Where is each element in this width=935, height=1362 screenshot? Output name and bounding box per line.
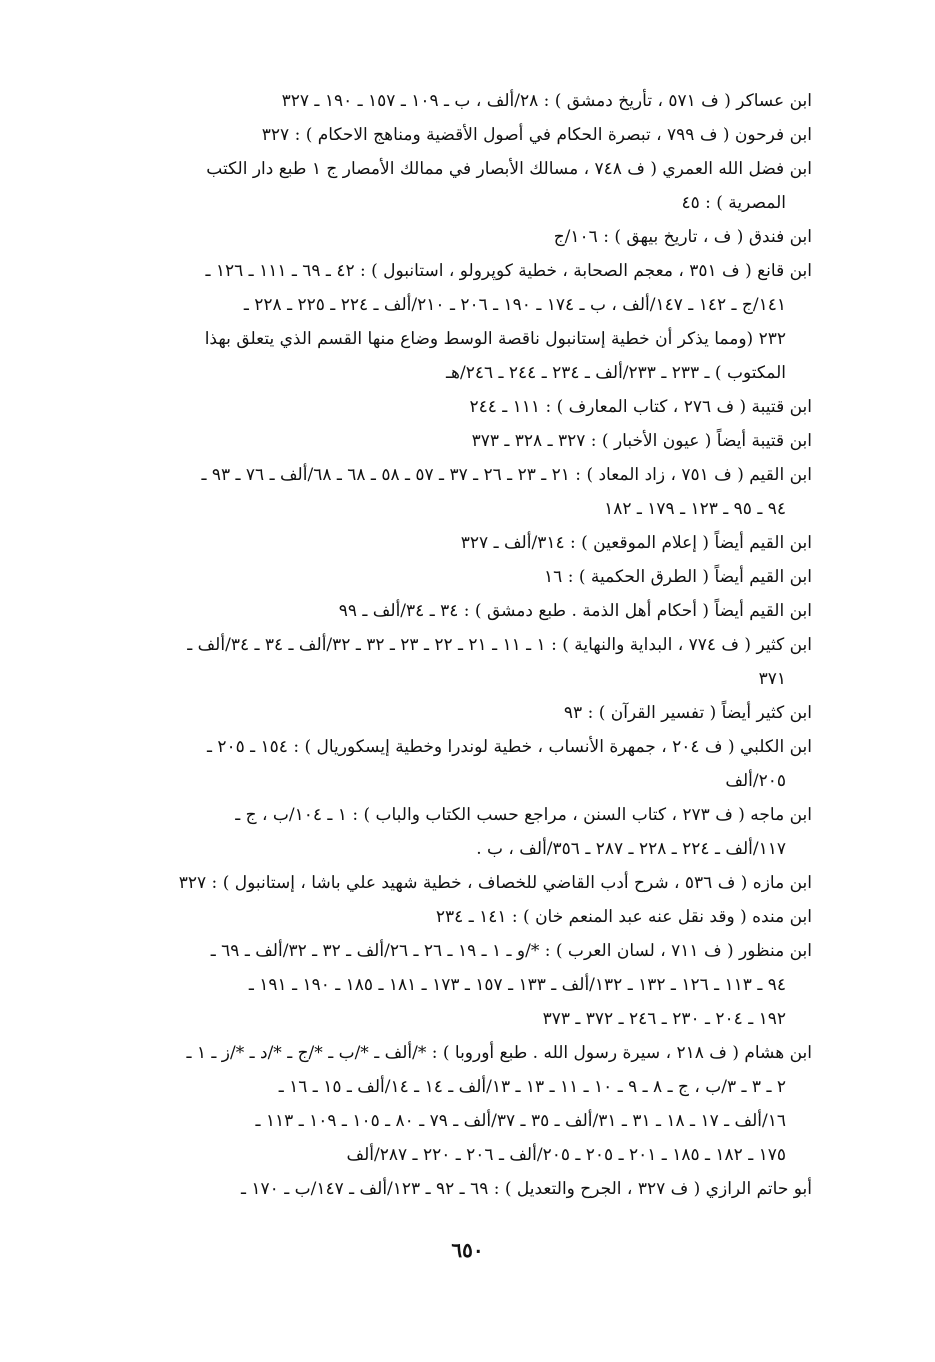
index-page-body [118,84,812,1206]
index-entry-continuation: المكتوب ) ـ ٢٣٣ ـ ٢٣٣/ألف ـ ٢٣٤ ـ ٢٤٤ ـ ٢٤٦/هـ [446,363,786,383]
index-entry: ابن هشام ( ف ٢١٨ ، سيرة رسول الله . طبع أوروبا ) : */ألف ـ */ب ـ */ج ـ */د ـ */ز ـ ١ ـ [186,1043,812,1063]
index-entry-continuation: ١٤١/ج ـ ١٤٢ ـ ١٤٧/ألف ، ب ـ ١٧٤ ـ ١٩٠ ـ ٢٠٦ ـ ٢١٠/ألف ـ ٢٢٤ ـ ٢٢٥ ـ ٢٢٨ ـ [243,295,786,315]
index-entry-continuation: ١٦/ألف ـ ١٧ ـ ١٨ ـ ٣١ ـ ٣١/ألف ـ ٣٥ ـ ٣٧/ألف ـ ٧٩ ـ ٨٠ ـ ١٠٥ ـ ١٠٩ ـ ١١٣ ـ [255,1111,786,1131]
index-entry: ابن عساكر ( ف ٥٧١ ، تأريخ دمشق ) : ٢٨/ألف ، ب ـ ١٠٩ ـ ١٥٧ ـ ١٩٠ ـ ٣٢٧ [281,91,812,111]
index-entry: ابن القيم أيضاً ( أحكام أهل الذمة . طبع دمشق ) : ٣٤ ـ ٣٤/ألف ـ ٩٩ [338,601,812,621]
index-entry-continuation: ١١٧/ألف ـ ٢٢٤ ـ ٢٢٨ ـ ٢٨٧ ـ ٣٥٦/ألف ، ب . [476,839,786,859]
index-entry-continuation: ١٩٢ ـ ٢٠٤ ـ ٢٣٠ ـ ٢٤٦ ـ ٣٧٢ ـ ٣٧٣ [542,1009,786,1029]
index-entry: ابن فرحون ( ف ٧٩٩ ، تبصرة الحكام في أصول الأقضية ومناهج الاحكام ) : ٣٢٧ [261,125,812,145]
index-entry: ابن القيم ( ف ٧٥١ ، زاد المعاد ) : ٢١ ـ ٢٣ ـ ٢٦ ـ ٣٧ ـ ٥٧ ـ ٥٨ ـ ٦٨ ـ ٦٨/ألف ـ ٧٦ ـ ٩٣ ـ [201,465,812,485]
index-entry-continuation: ٩٤ ـ ١١٣ ـ ١٢٦ ـ ١٣٢ ـ ١٣٢/ألف ـ ١٣٣ ـ ١٥٧ ـ ١٧٣ ـ ١٨١ ـ ١٨٥ ـ ١٩٠ ـ ١٩١ ـ [248,975,786,995]
index-entry: ابن قانع ( ف ٣٥١ ، معجم الصحابة ، خطية كوپرولو ، استانبول ) : ٤٢ ـ ٦٩ ـ ١١١ ـ ١٢٦ ـ [205,261,812,281]
index-entry: ابن كثير ( ف ٧٧٤ ، البداية والنهاية ) : ١ ـ ١١ ـ ٢١ ـ ٢٢ ـ ٢٣ ـ ٣٢ ـ ٣٢/ألف ـ ٣٤ ـ ٣٤/ألف ـ [187,635,812,655]
index-entry-continuation: ٩٤ ـ ٩٥ ـ ١٢٣ ـ ١٧٩ ـ ١٨٢ [604,499,786,519]
index-entry: أبو حاتم الرازي ( ف ٣٢٧ ، الجرح والتعديل ) : ٦٩ ـ ٩٢ ـ ١٢٣/ألف ـ ١٤٧/ب ـ ١٧٠ ـ [241,1179,812,1199]
index-entry: ابن قتيبة أيضاً ( عيون الأخبار ) : ٣٢٧ ـ ٣٢٨ ـ ٣٧٣ [471,431,812,451]
index-entry: ابن منظور ( ف ٧١١ ، لسان العرب ) : */و ـ ١ ـ ١٩ ـ ٢٦ ـ ٢٦/ألف ـ ٣٢ ـ ٣٢/ألف ـ ٦٩ ـ [210,941,812,961]
index-entry: ابن قتيبة ( ف ٢٧٦ ، كتاب المعارف ) : ١١١ ـ ٢٤٤ [469,397,812,417]
index-entry: ابن ماجه ( ف ٢٧٣ ، كتاب السنن ، مراجع حسب الكتاب والباب ) : ١ ـ ١٠٤/ب ، ج ـ [235,805,812,825]
index-entry: ابن منده ( وقد نقل عنه عبد المنعم خان ) : ١٤١ ـ ٢٣٤ [435,907,812,927]
index-entry: ابن فندق ( ف ، تاريخ بيهق ) : ١٠٦/ج [553,227,812,247]
page-number: ٦٥٠ [451,1238,484,1262]
index-entry-continuation: المصرية ) : ٤٥ [681,193,786,213]
index-entry-continuation: ٢٣٢ (ومما يذكر أن خطية إستانبول ناقصة الوسط وضاع منها القسم الذي يتعلق بهذا [204,329,786,349]
index-entry: ابن مازه ( ف ٥٣٦ ، شرح أدب القاضي للخصاف ، خطية شهيد علي باشا ، إستانبول ) : ٣٢٧ [178,873,812,893]
index-entry: ابن القيم أيضاً ( إعلام الموقعين ) : ٣١٤/ألف ـ ٣٢٧ [460,533,812,553]
index-entry: ابن فضل الله العمري ( ف ٧٤٨ ، مسالك الأبصار في ممالك الأمصار ج ١ طبع دار الكتب [206,159,812,179]
index-entry-continuation: ٣٧١ [758,669,786,689]
index-entry: ابن الكلبي ( ف ٢٠٤ ، جمهرة الأنساب ، خطية لوندرا وخطية إيسكوريال ) : ١٥٤ ـ ٢٠٥ ـ [206,737,812,757]
index-entry: ابن القيم أيضاً ( الطرق الحكمية ) : ١٦ [544,567,812,587]
index-entry: ابن كثير أيضاً ( تفسير القرآن ) : ٩٣ [563,703,812,723]
index-entry-continuation: ٢٠٥/ألف [725,771,786,791]
index-entry-continuation: ١٧٥ ـ ١٨٢ ـ ١٨٥ ـ ٢٠١ ـ ٢٠٥ ـ ٢٠٥/ألف ـ ٢٠٦ ـ ٢٢٠ ـ ٢٨٧/ألف [346,1145,786,1165]
index-entry-continuation: ٢ ـ ٣ ـ ٣/ب ، ج ـ ٨ ـ ٩ ـ ١٠ ـ ١١ ـ ١٣ ـ ١٣/ألف ـ ١٤ ـ ١٤/ألف ـ ١٥ ـ ١٦ ـ [278,1077,786,1097]
